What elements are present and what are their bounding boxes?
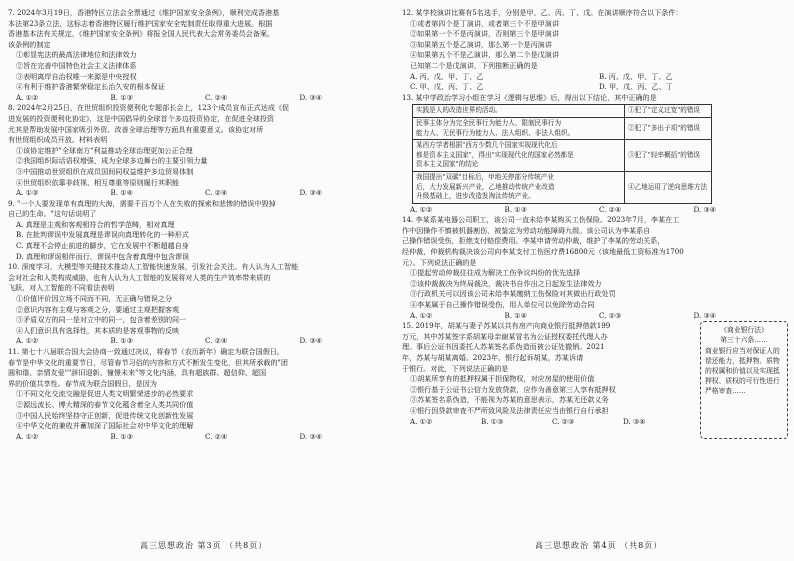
question-12: 12. 某学校演讲比赛有5名选手，分别是甲、乙、丙、丁、戊。在演讲顺序符合以下条件： ①或者第四个是丁演讲，或者第三个不是甲演讲 ②如果第一个不是丙演讲，否则第三个是甲演讲 ③如果第五个是乙演讲，那么第一个是丙演讲 ④如果第五个不是乙演讲，那么第二个是戊演讲 已知第二个是戊演讲，下列推断正确的是 A. 丙、戊、甲、丁、乙 B. 丙、戊、甲、丁、乙 C. 甲、戊、丙、丁、乙 D. 甲、戊、丙、乙、丁 [402,8,788,93]
answer-options: A. ①② B. ①③ C. ②④ D. ③④ [16,92,323,102]
page-footer-left: 高三思想政治 第3页 （共8页） [140,541,268,550]
table-row: 实践是人的改造世界的活动。 ①犯了"定义过宽"的错误 [413,105,712,118]
answer-options: A. ①② B. ①④ C. ②③ D. ③④ [410,310,717,320]
question-15: 15. 2019年，胡某与妻子苏某以共有房产向商业银行抵押借款199 万元，其中苏某签字系胡某母亲谢某冒名为公证授权委托代理人办 理。事后公证书因委托人苏某签名系伪造而被公证处撤销。2021 年，苏某与胡某离婚。2023年，银行起诉胡某，苏某诉请 于银行。对此，下列说法正确的是 ①胡某所享有的抵押权属于担保物权，对应房屋的使用价值 ②银行基于公证书公信力发放贷款，应作为善意第三人享有抵押权 ③苏某签名系伪造，不能视为苏某的意思表示，苏某无还款义务 ④银行因贷款审查不严所致风险及法律责任应当由银行自行承担 A. ①② B. ①③ C. ②③ D. ③④ 《商业银行法》 第三十六条…… 商业银行应当对保证人的偿还能力，抵押物、质物的权属和价值以及实现抵押权、质权的可行性进行严格审查…… [402,321,788,439]
table-row: 民事主体分为完全民事行为能力人、限制民事行为 能力人、无民事行为能力人、法人组织、非法人组织。 ②犯了"多出子项"的错误 [413,117,712,139]
answer-options: A. ①③ B. ①④ C. ②④ D. ③④ [16,188,323,198]
answer-options: A. 丙、戊、甲、丁、乙 B. 丙、戊、甲、丁、乙 [410,71,673,81]
answer-options: C. 甲、戊、丙、丁、乙 D. 甲、戊、丙、乙、丁 [410,82,673,92]
logic-table [412,104,712,203]
answer-options: A. ①② B. ①③ C. ②④ D. ③④ [16,431,323,441]
answer-options: A. ①② B. ①③ C. ②④ D. ③④ [16,336,323,346]
question-10: 10. 深度学习、大模型等关键技术推动人工智能快速发展，引发社会关注。有人认为人工智能 会对社会和人类构成威胁，也有人认为人工智能的发展将对人类的生产效率带来质的 飞跃，对人工智能的不同看法表明 ①价值评价因立场不同而不同，无正确与错误之分 ②意识内容有主观与客观之分，要通过主观把握客观 ③矛盾双方的同一是对立中的同一，包含着差别的同一 ④人们意识具有选择性，其本质的是客观事物的反映 A. ①② B. ①③ C. ②④ D. ③④ [8,262,394,347]
table-row: 某西方学者根据"西方少数几个国家实现现代化后 都是资本主义国家"，得出"实现现代化的国家必然都是 资本主义国家"的结论 ③犯了"轻率概括"的错误 [413,140,712,172]
left-page [8,8,394,442]
question-13: 13. 某中学政治学习小组在学习《逻辑与思维》后，得出以下结论，其中正确的是 实践是人的改造世界的活动。 ①犯了"定义过宽"的错误 民事主体分为完全民事行为能力人、限制民事行为 能力人、无民事行为能力人、法人组织、非法人组织。 ②犯了"多出子项"的错误 某西方学者根据"西方少数几个国家实现现代化后 都是资本主义国家"，得出"实现现代化的国家必然都是 资本主义国家"的结论 ③犯了"轻率概括"的错误 我国提出"双碳"目标后，甲地关停部分传统产业 后，大力发展新兴产业，乙地推动传统产业改造 升级基础上，进步改造发淘汰传统产业。 ④乙地运用了逆向思维方法 A. ①② B. ①③ C. ②④ D. ③④ [402,93,788,216]
page-footer-right: 高三思想政治 第4页 （共8页） [535,541,663,550]
question-8: 8. 2024年2月25日，在世贸组织投资便利化专题部长会上，123个成员宣布正式达成《促 进发展的投资便利化协定》，这是中国倡导的全球首个多边投资协定，在促进全球投资 尤其是帮助发展中国家吸引外资、改善全球治理等方面具有重要意义。该协定对所 有世贸组织成员开放。材料表明 ①该协定维护"全球南方"利益推动全球治理更加公正合理 ②我国组织际话语权增强，成为全球多边舞台的主要引领力量 ③中国推动世贸组织在成员国间同权益维护多边贸易体制 ④世贸组织依靠非歧视、相互尊重等原则履行其职能 A. ①③ B. ①④ C. ②④ D. ③④ [8,103,394,198]
right-page [402,8,788,439]
question-11: 11. 第七十八届联合国大会协商一致通过决议，将春节（农历新年）确定为联合国假日。 春节是中华文化的重要节日，尽管春节习俗的内容和方式不断发生变化，但其所承载的"团 圆和谐、亲情友爱""辞旧迎新、憧憬未来"等文化内涵，具有超族群、超信仰、超国 界的价值共享性。春节成为联合国假日，是因为 ①不同文化交流交融是促进人类文明繁荣进步的必然要求 ②源远流长、博大精深的春节文化蕴含着全人类共同价值 ③中国人民始终坚持守正创新，促进传统文化创新性发展 ④中华文化的兼收并蓄加深了国际社会对中华文化的理解 A. ①② B. ①③ C. ②④ D. ③④ [8,347,394,442]
table-row: 我国提出"双碳"目标后，甲地关停部分传统产业 后，大力发展新兴产业，乙地推动传统产业改造 升级基础上，进步改造发淘汰传统产业。 ④乙地运用了逆向思维方法 [413,171,712,203]
question-14: 14. 李某系某电器公司职工，该公司一直未给李某购买工伤保险。2023年7月，李某在工 作中因操作不慎被机器割伤，被鉴定为劳动功能障碍九级。该公司认为李某系自 己操作错误受伤，拒绝支付赔偿费用。李某申请劳动仲裁，维护了李某的劳动关系， 经仲裁，仲裁机构裁决该公司向李某支付工伤医疗费16800元（该地最低工资标准为1700 元）。下列说法正确的是 ①提起劳动仲裁往往成为解决工伤争议纠纷的优先选择 ②该仲裁裁决为终局裁决，裁决书自作出之日起发生法律效力 ③行政机关可以因该公司未给李某缴纳工伤保险对其做出行政处罚 ④李某属于自己操作错误受伤，用人单位可以免除劳动合同 A. ①② B. ①④ C. ②③ D. ③④ [402,215,788,321]
question-9: 9. "一个人要发现单有真理的大海，需要千百万个人在失败的探索和悲惨的错误中毁掉 自己的生命。"这句话说明了 A. 真理是主观和客观相符合的哲学范畴，相对真理 B. 在批判谬误中发展真理是谬误向真理转化的一种形式 C. 真理不会停止前进的脚步，它在发展中不断超越自身 D. 真理和谬误相伴而行，谬误中包含着真理中包含谬误 [8,198,276,261]
question-7: 7. 2024年3月19日，香港特区立法会全票通过《维护国家安全条例》，顺利完成香港基 本法第23条立法，这标志着香港特区履行维护国家安全宪制责任取得重大进展。根据 香港基本法有关规定，《维护国家安全条例》将报全国人民代表大会常务委员会备案。 该条例的制定 ①彰显宪法的最高法律地位和法律效力 ②旨在完善中国特色社会主义法律体系 ③表明离岸自治权唯一来源是中央授权 ④有利于维护香港繁荣稳定长治久安的根本保证 A. ①② B. ①③ C. ②④ D. ③④ [8,8,394,103]
answer-options: A. ①② B. ①③ C. ②④ D. ③④ [410,204,717,214]
law-excerpt-box: 《商业银行法》 第三十六条…… 商业银行应当对保证人的偿还能力，抵押物、质物的权属和价值以及实现抵押权、质权的可行性进行严格审查…… [700,321,788,439]
answer-options: A. ①② B. ①③ C. ②③ D. ③④ [410,416,646,426]
